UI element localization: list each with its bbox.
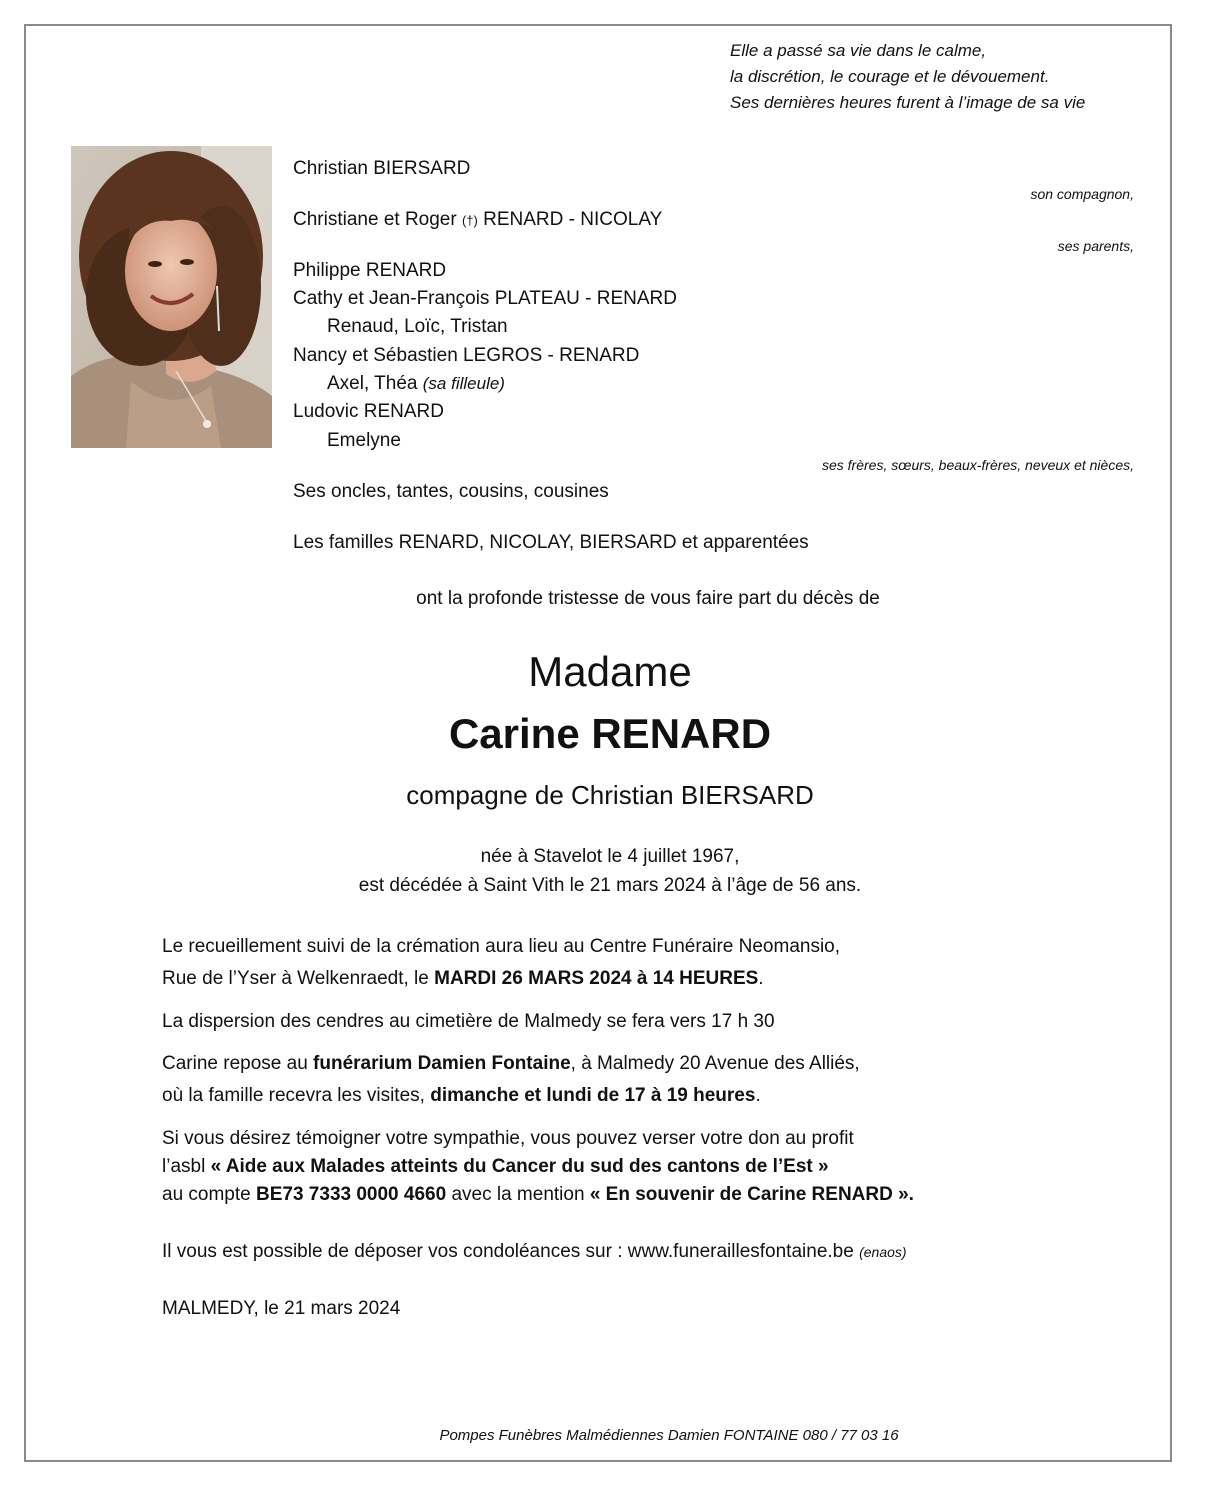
family-children [327,373,505,395]
donation-line-1: Si vous désirez témoigner votre sympathie, vous pouvez verser votre don au profit [162,1128,854,1149]
quote-line: Ses dernières heures furent à l’image de sa vie [730,93,1086,112]
epitaph-quote [730,38,1085,116]
text: au compte [162,1184,256,1205]
quote-line: Elle a passé sa vie dans le calme, [730,41,987,60]
condolences-text: Il vous est possible de déposer vos condoléances sur : www.funeraillesfontaine.be [162,1241,860,1262]
donation-line-3 [162,1184,914,1206]
text: où la famille recevra les visites, [162,1085,431,1106]
announcement-text: ont la profonde tristesse de vous faire part du décès de [416,588,880,609]
ash-dispersal: La dispersion des cendres au cimetière de Malmedy se fera vers 17 h 30 [162,1011,775,1032]
family-households: Les familles RENARD, NICOLAY, BIERSARD et apparentées [293,532,809,553]
text: avec la mention [446,1184,590,1205]
deceased-name: Carine RENARD [448,710,772,757]
family-sibling: Philippe RENARD [293,260,447,281]
parents-surname: RENARD - NICOLAY [477,209,663,230]
text: , à Malmedy 20 Avenue des Alliés, [570,1053,860,1074]
cross-symbol: (†) [461,213,478,228]
enaos-note: (enaos) [859,1244,907,1260]
portrait-photo [71,146,272,448]
ceremony-address: Rue de l’Yser à Welkenraedt, le [162,968,435,989]
parents-names: Christiane et Roger [293,209,462,230]
relation-siblings: ses frères, sœurs, beaux-frères, neveux et nièces, [821,457,1134,473]
birth-info: née à Stavelot le 4 juillet 1967, [480,846,740,867]
death-info: est décédée à Saint Vith le 21 mars 2024 à l’âge de 56 ans. [358,875,862,896]
funeral-home-name: funérarium Damien Fontaine [313,1053,571,1074]
donation-line-2 [162,1156,829,1178]
family-parents [293,209,662,231]
place-date: MALMEDY, le 21 mars 2024 [162,1298,401,1319]
bank-account: BE73 7333 0000 4660 [256,1184,447,1205]
punctuation: . [758,968,764,989]
goddaughter-note: (sa filleule) [422,374,505,393]
funeral-home-line-1 [162,1053,860,1075]
charity-name: « Aide aux Malades atteints du Cancer du sud des cantons de l’Est » [210,1156,829,1177]
ceremony-datetime: MARDI 26 MARS 2024 à 14 HEURES [434,968,759,989]
children-names: Axel, Théa [327,373,423,394]
funeral-home-line-2 [162,1085,761,1107]
ceremony-line-1: Le recueillement suivi de la crémation aura lieu au Centre Funéraire Neomansio, [162,936,841,957]
condolences-line [162,1241,907,1263]
quote-line: la discrétion, le courage et le dévouement. [730,67,1050,86]
visiting-hours: dimanche et lundi de 17 à 19 heures [430,1085,756,1106]
relation-parents: ses parents, [1057,238,1134,254]
ceremony-line-2 [162,968,764,990]
family-partner: Christian BIERSARD [293,158,471,179]
family-sibling: Cathy et Jean-François PLATEAU - RENARD [293,288,677,309]
family-sibling: Nancy et Sébastien LEGROS - RENARD [293,345,640,366]
donation-mention: « En souvenir de Carine RENARD ». [589,1184,914,1205]
family-sibling: Ludovic RENARD [293,401,444,422]
deceased-title: Madame [528,648,692,695]
text: l’asbl [162,1156,211,1177]
relation-partner: son compagnon, [1030,186,1134,202]
punctuation: . [755,1085,761,1106]
family-children: Emelyne [327,430,401,451]
family-children: Renaud, Loïc, Tristan [327,316,508,337]
footer-funeral-director: Pompes Funèbres Malmédiennes Damien FONTAINE 080 / 77 03 16 [439,1427,899,1444]
deceased-relation: compagne de Christian BIERSARD [406,780,814,810]
family-extended: Ses oncles, tantes, cousins, cousines [293,481,609,502]
text: Carine repose au [162,1053,314,1074]
